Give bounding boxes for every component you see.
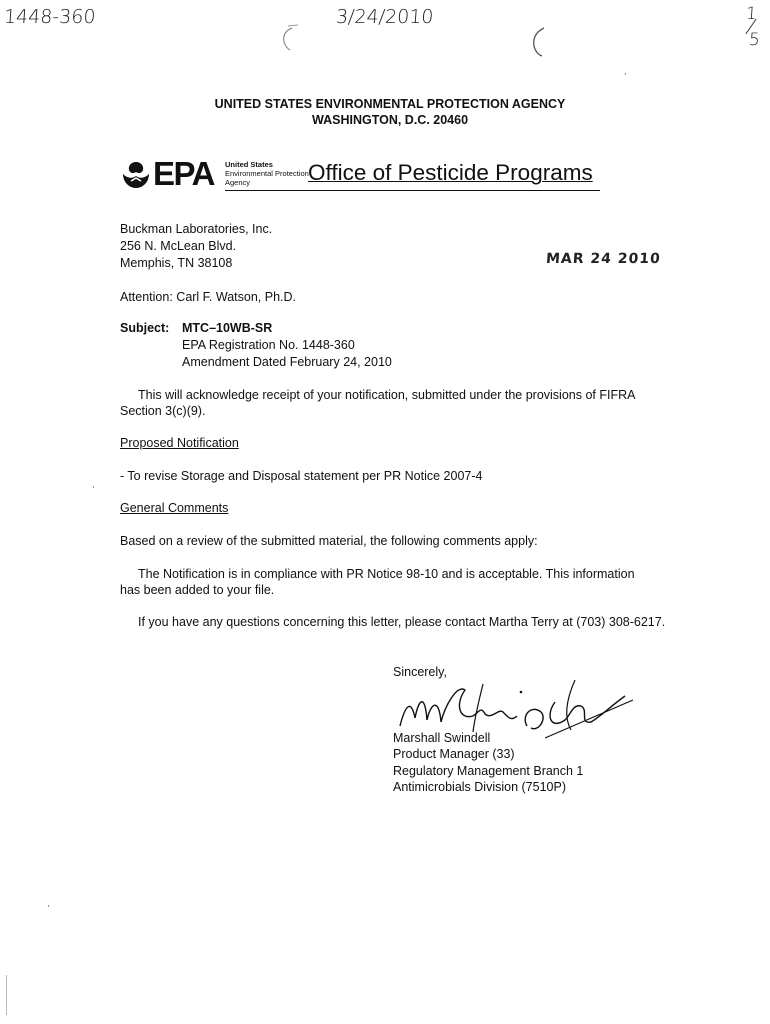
general-heading: General Comments <box>120 501 229 515</box>
page-mark-bottom: 5 <box>748 30 761 50</box>
handwritten-file-number: 1448-360 <box>3 6 97 28</box>
scan-mark-right <box>526 24 552 58</box>
agency-name: UNITED STATES ENVIRONMENTAL PROTECTION AGENCY <box>214 97 566 111</box>
page-mark-top: 1 <box>745 4 758 24</box>
recipient-street: 256 N. McLean Blvd. <box>120 239 237 253</box>
attention-line: Attention: Carl F. Watson, Ph.D. <box>120 290 296 304</box>
handwritten-date: 3/24/2010 <box>335 6 435 28</box>
recipient-company: Buckman Laboratories, Inc. <box>120 222 273 236</box>
subject-amendment: Amendment Dated February 24, 2010 <box>182 355 392 369</box>
proposed-heading: Proposed Notification <box>120 436 239 450</box>
epa-flower-icon <box>120 159 152 191</box>
compliance-paragraph: The Notification is in compliance with PR Notice 98-10 and is acceptable. This information has been added to your file. <box>120 567 635 597</box>
subject-registration: EPA Registration No. 1448-360 <box>182 338 355 352</box>
recipient-city: Memphis, TN 38108 <box>120 256 233 270</box>
logo-line-2: Environmental Protection <box>225 169 309 178</box>
scan-speck <box>48 905 49 907</box>
subject-title: MTC–10WB-SR <box>182 321 273 335</box>
subject-label: Subject: <box>120 321 170 335</box>
signer-branch: Regulatory Management Branch 1 <box>393 764 584 778</box>
epa-logo-mark: EPA <box>153 155 214 192</box>
date-stamp: MAR 24 2010 <box>545 251 662 267</box>
scan-mark-left <box>278 24 304 52</box>
agency-location: WASHINGTON, D.C. 20460 <box>311 113 469 127</box>
review-paragraph: Based on a review of the submitted material, the following comments apply: <box>120 534 538 548</box>
logo-line-3: Agency <box>225 178 251 187</box>
office-title: Office of Pesticide Programs <box>308 160 593 185</box>
signer-division: Antimicrobials Division (7510P) <box>393 780 566 794</box>
signer-title: Product Manager (33) <box>393 747 515 761</box>
logo-line-1: United States <box>225 160 273 169</box>
contact-paragraph: If you have any questions concerning this letter, please contact Martha Terry at (703) 308-6217. <box>138 615 666 629</box>
closing: Sincerely, <box>393 665 447 679</box>
scan-speck <box>625 73 626 75</box>
logo-rule <box>225 190 600 191</box>
acknowledge-paragraph: This will acknowledge receipt of your notification, submitted under the provisions of FIFRA Section 3(c)(9). <box>120 388 635 418</box>
proposed-item: - To revise Storage and Disposal statement per PR Notice 2007-4 <box>120 469 483 483</box>
scan-edge-line <box>6 975 7 1015</box>
scan-speck <box>93 486 94 488</box>
signer-name: Marshall Swindell <box>393 731 491 745</box>
